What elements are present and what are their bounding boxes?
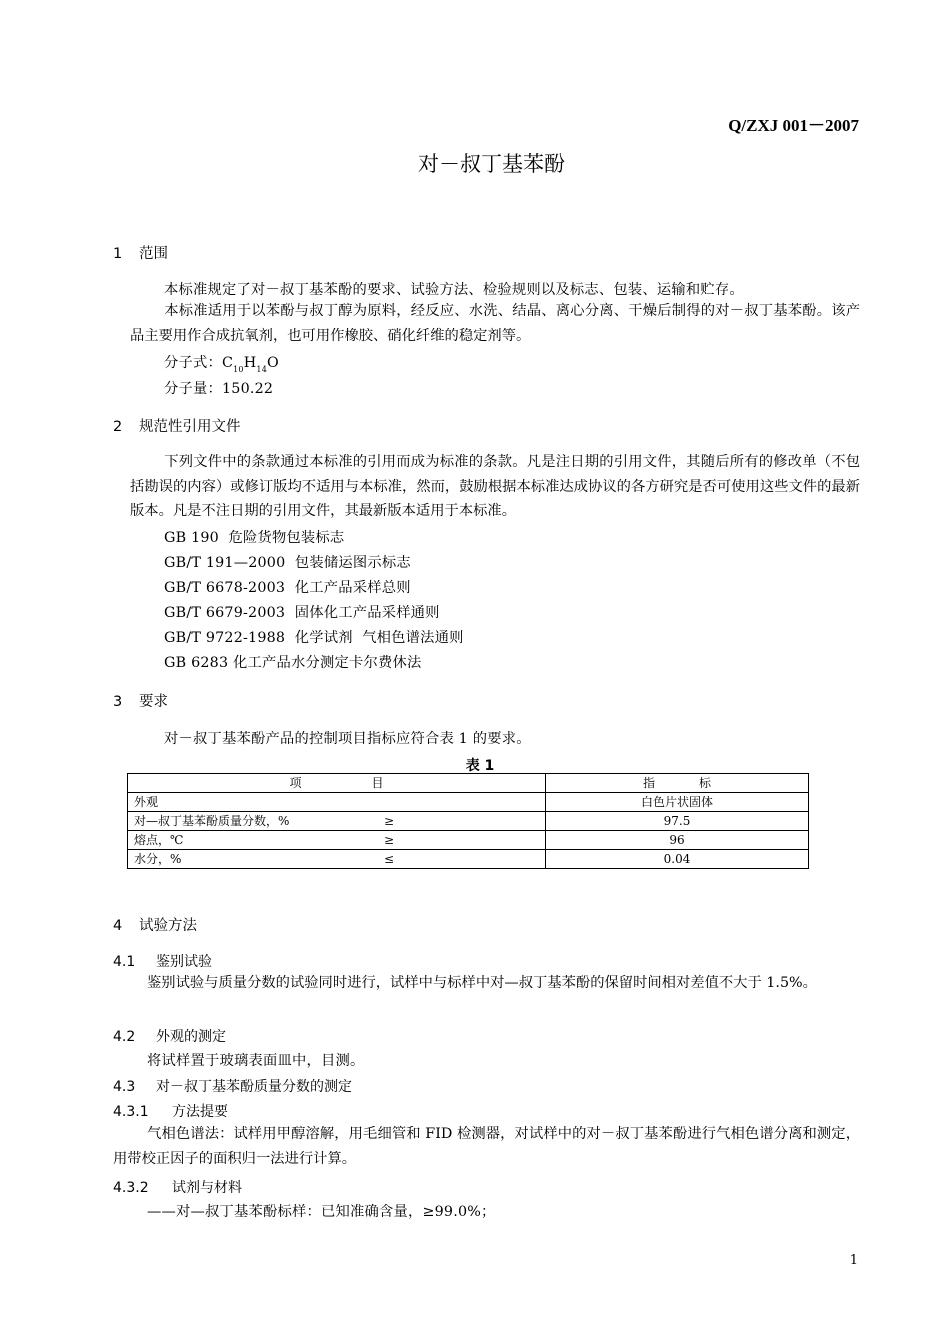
item-operator: ≥	[384, 814, 395, 828]
subsection-4-1-heading	[113, 951, 212, 971]
table-caption: 表 1	[465, 758, 495, 774]
molecular-formula	[164, 352, 279, 374]
formula-h-subscript: 14	[256, 365, 267, 374]
table-header-item	[128, 774, 546, 793]
item-label: 对—叔丁基苯酚质量分数，%	[134, 814, 290, 828]
table-row	[128, 812, 809, 831]
formula-h: H	[243, 355, 257, 371]
identification-test-text: 鉴别试验与质量分数的试验同时进行，试样中与标样中对—叔丁基苯酚的保留时间相对差值不大于 1.5%。	[147, 975, 817, 991]
table-cell-item	[128, 831, 546, 850]
formula-o: O	[267, 355, 279, 371]
subsection-number: 4.3.1	[113, 1104, 149, 1120]
table-cell-value: 0.04	[546, 850, 809, 869]
method-summary-text: 气相色谱法：试样用甲醇溶解，用毛细管和 FID 检测器，对试样中的对－叔丁基苯酚进行气相色谱分离和测定，用带校正因子的面积归一法进行计算。	[113, 1126, 860, 1167]
subsection-4-3-2-heading	[113, 1177, 242, 1197]
reference-item: GB/T 6679-2003 固体化工产品采样通则	[164, 605, 440, 621]
reference-item: GB 190 危险货物包装标志	[164, 530, 345, 546]
subsection-4-3-heading	[113, 1076, 352, 1096]
subsection-4-3-1-heading	[113, 1101, 228, 1121]
subsection-title: 外观的测定	[156, 1029, 226, 1045]
reference-item: GB 6283 化工产品水分测定卡尔费休法	[164, 655, 422, 671]
subsection-title: 对－叔丁基苯酚质量分数的测定	[156, 1079, 352, 1095]
appearance-test-paragraph: 将试样置于玻璃表面皿中，目测。	[147, 1053, 365, 1069]
scope-paragraph-1: 本标准规定了对－叔丁基苯酚的要求、试验方法、检验规则以及标志、包装、运输和贮存。	[164, 282, 744, 298]
subsection-number: 4.3.2	[113, 1180, 149, 1196]
section-number: 1	[113, 246, 123, 262]
header-text: 指	[642, 776, 655, 790]
header-text: 标	[699, 776, 712, 790]
reference-item: GB/T 9722-1988 化学试剂 气相色谱法通则	[164, 630, 464, 646]
section-title: 范围	[139, 246, 168, 262]
subsection-number: 4.3	[113, 1079, 136, 1095]
reference-item: GB/T 6678-2003 化工产品采样总则	[164, 580, 411, 596]
subsection-number: 4.2	[113, 1029, 136, 1045]
document-title: 对－叔丁基苯酚	[418, 152, 565, 176]
subsection-title: 鉴别试验	[156, 954, 212, 970]
formula-label: 分子式：	[164, 355, 222, 371]
formula-c: C	[222, 355, 234, 371]
scope-paragraph-2-text: 本标准适用于以苯酚与叔丁醇为原料，经反应、水洗、结晶、离心分离、干燥后制得的对－叔丁基苯酚。该产品主要用作合成抗氧剂，也可用作橡胶、硝化纤维的稳定剂等。	[130, 303, 860, 344]
table-cell-value: 96	[546, 831, 809, 850]
section-title: 规范性引用文件	[139, 419, 241, 435]
section-1-heading	[113, 242, 168, 263]
page-number: 1	[849, 1253, 858, 1268]
method-summary-paragraph	[113, 1122, 860, 1171]
subsection-number: 4.1	[113, 954, 136, 970]
reagent-item: ——对—叔丁基苯酚标样：已知准确含量，≥99.0%；	[147, 1204, 496, 1220]
table-cell-item	[128, 812, 546, 831]
section-number: 3	[113, 694, 123, 710]
table-header-row	[128, 774, 809, 793]
table-row	[128, 793, 809, 812]
item-operator: ≤	[384, 852, 395, 866]
subsection-title: 试剂与材料	[172, 1180, 242, 1196]
item-label: 外观	[134, 795, 159, 809]
table-row	[128, 850, 809, 869]
molecular-weight: 分子量：150.22	[164, 381, 274, 397]
section-2-heading	[113, 415, 241, 436]
table-cell-item	[128, 850, 546, 869]
section-4-heading	[113, 914, 197, 935]
item-label: 熔点，℃	[134, 833, 184, 847]
section-title: 要求	[139, 694, 168, 710]
section-number: 4	[113, 918, 123, 934]
section-3-heading	[113, 690, 168, 711]
subsection-title: 方法提要	[172, 1104, 228, 1120]
formula-c-subscript: 10	[233, 365, 244, 374]
table-cell-item	[128, 793, 546, 812]
section-title: 试验方法	[139, 918, 197, 934]
item-operator: ≥	[384, 833, 395, 847]
table-cell-value: 97.5	[546, 812, 809, 831]
identification-test-paragraph	[113, 971, 860, 996]
normative-references-paragraph	[130, 450, 860, 524]
header-text: 项	[289, 776, 302, 790]
subsection-4-2-heading	[113, 1026, 226, 1046]
document-code: Q/ZXJ 001－2007	[728, 116, 859, 135]
requirements-paragraph: 对－叔丁基苯酚产品的控制项目指标应符合表 1 的要求。	[164, 731, 531, 747]
requirements-table	[127, 773, 809, 869]
normative-references-text: 下列文件中的条款通过本标准的引用而成为标准的条款。凡是注日期的引用文件，其随后所有的修改单（不包括勘误的内容）或修订版均不适用与本标准，然而，鼓励根据本标准达成协议的各方研究是否可使用这些文件的最新版本。凡是不注日期的引用文件，其最新版本适用于本标准。	[130, 454, 860, 519]
section-number: 2	[113, 419, 123, 435]
item-label: 水分，%	[134, 852, 182, 866]
reference-item: GB/T 191—2000 包装储运图示标志	[164, 555, 411, 571]
scope-paragraph-2	[130, 299, 860, 348]
table-cell-value: 白色片状固体	[546, 793, 809, 812]
header-text: 目	[371, 776, 384, 790]
table-row	[128, 831, 809, 850]
table-header-index	[546, 774, 809, 793]
